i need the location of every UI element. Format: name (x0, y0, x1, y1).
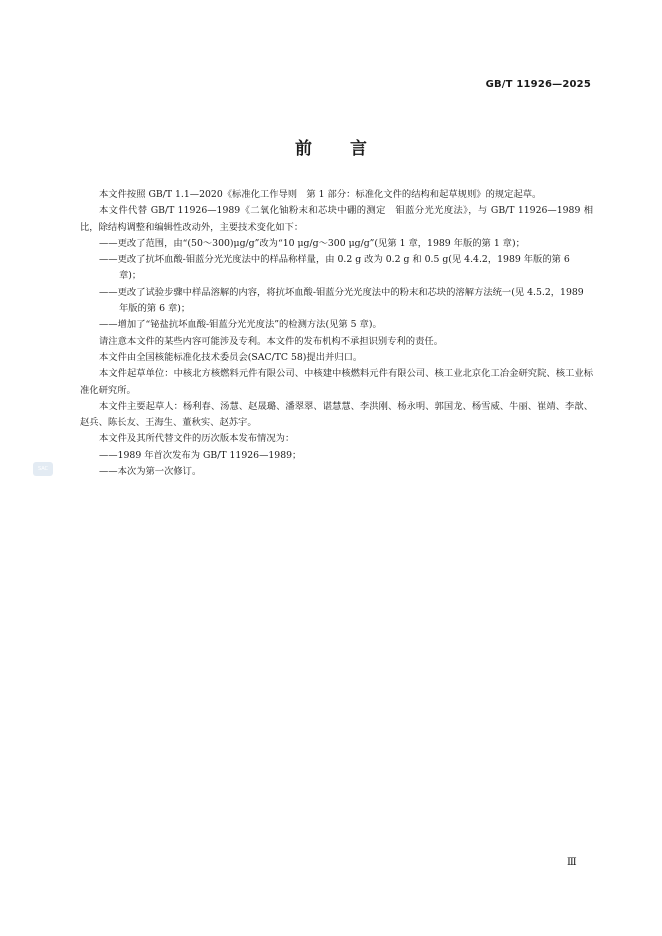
title-char-2: 言 (350, 139, 367, 159)
standard-code: GB/T 11926—2025 (485, 79, 591, 90)
history-item: ——本次为第一次修订。 (99, 466, 202, 478)
change-item: ——更改了范围，由“(50～300)μg/g”改为“10 μg/g～300 μg/g”(见第 1 章，1989 年版的第 1 章)； (99, 237, 525, 249)
title-char-1: 前 (295, 139, 312, 159)
paragraph-drafting-rules: 本文件按照 GB/T 1.1—2020《标准化工作导则 第 1 部分：标准化文件的结构和起草规则》的规定起草。 (99, 189, 542, 200)
page-number: Ⅲ (567, 857, 577, 868)
watermark-label: SAC (37, 466, 49, 472)
change-item: ——增加了“铋盐抗坏血酸-钼蓝分光光度法”的检测方法(见第 5 章)。 (99, 319, 382, 331)
sac-logo-watermark (33, 462, 53, 476)
paragraph-patent-notice: 请注意本文件的某些内容可能涉及专利。本文件的发布机构不承担识别专利的责任。 (99, 335, 443, 347)
page-title (0, 134, 662, 159)
paragraph-proposer: 本文件由全国核能标准化技术委员会(SAC/TC 58)提出并归口。 (99, 351, 363, 363)
paragraph-drafting-units: 本文件起草单位：中核北方核燃料元件有限公司、中核建中核燃料元件有限公司、核工业北京化工冶金研究院、核工业标准化研究所。 (80, 368, 593, 396)
foreword-body (80, 187, 593, 480)
paragraph-drafters: 本文件主要起草人：杨利春、汤慧、赵晟璐、潘翠翠、谌慧慧、李洪刚、杨永明、郭国龙、杨雪威、牛丽、崔靖、李歆、赵兵、陈长友、王海生、董秋实、赵苏宇。 (80, 400, 593, 429)
change-item: ——更改了试验步骤中样品溶解的内容，将抗坏血酸-钼蓝分光光度法中的粉末和芯块的溶解方法统一(见 4.5.2，1989 年版的第 6 章)； (99, 286, 584, 315)
change-item: ——更改了抗坏血酸-钼蓝分光光度法中的样品称样量，由 0.2 g 改为 0.2 g 和 0.5 g(见 4.4.2，1989 年版的第 6 章)； (99, 254, 570, 282)
history-item: ——1989 年首次发布为 GB/T 11926—1989； (99, 449, 302, 461)
paragraph-history-intro: 本文件及其所代替文件的历次版本发布情况为： (99, 433, 295, 445)
paragraph-replacement: 本文件代替 GB/T 11926—1989《二氧化铀粉末和芯块中硼的测定 钼蓝分光光度法》，与 GB/T 11926—1989 相比，除结构调整和编辑性改动外，主要技术变化如下： (80, 205, 593, 233)
